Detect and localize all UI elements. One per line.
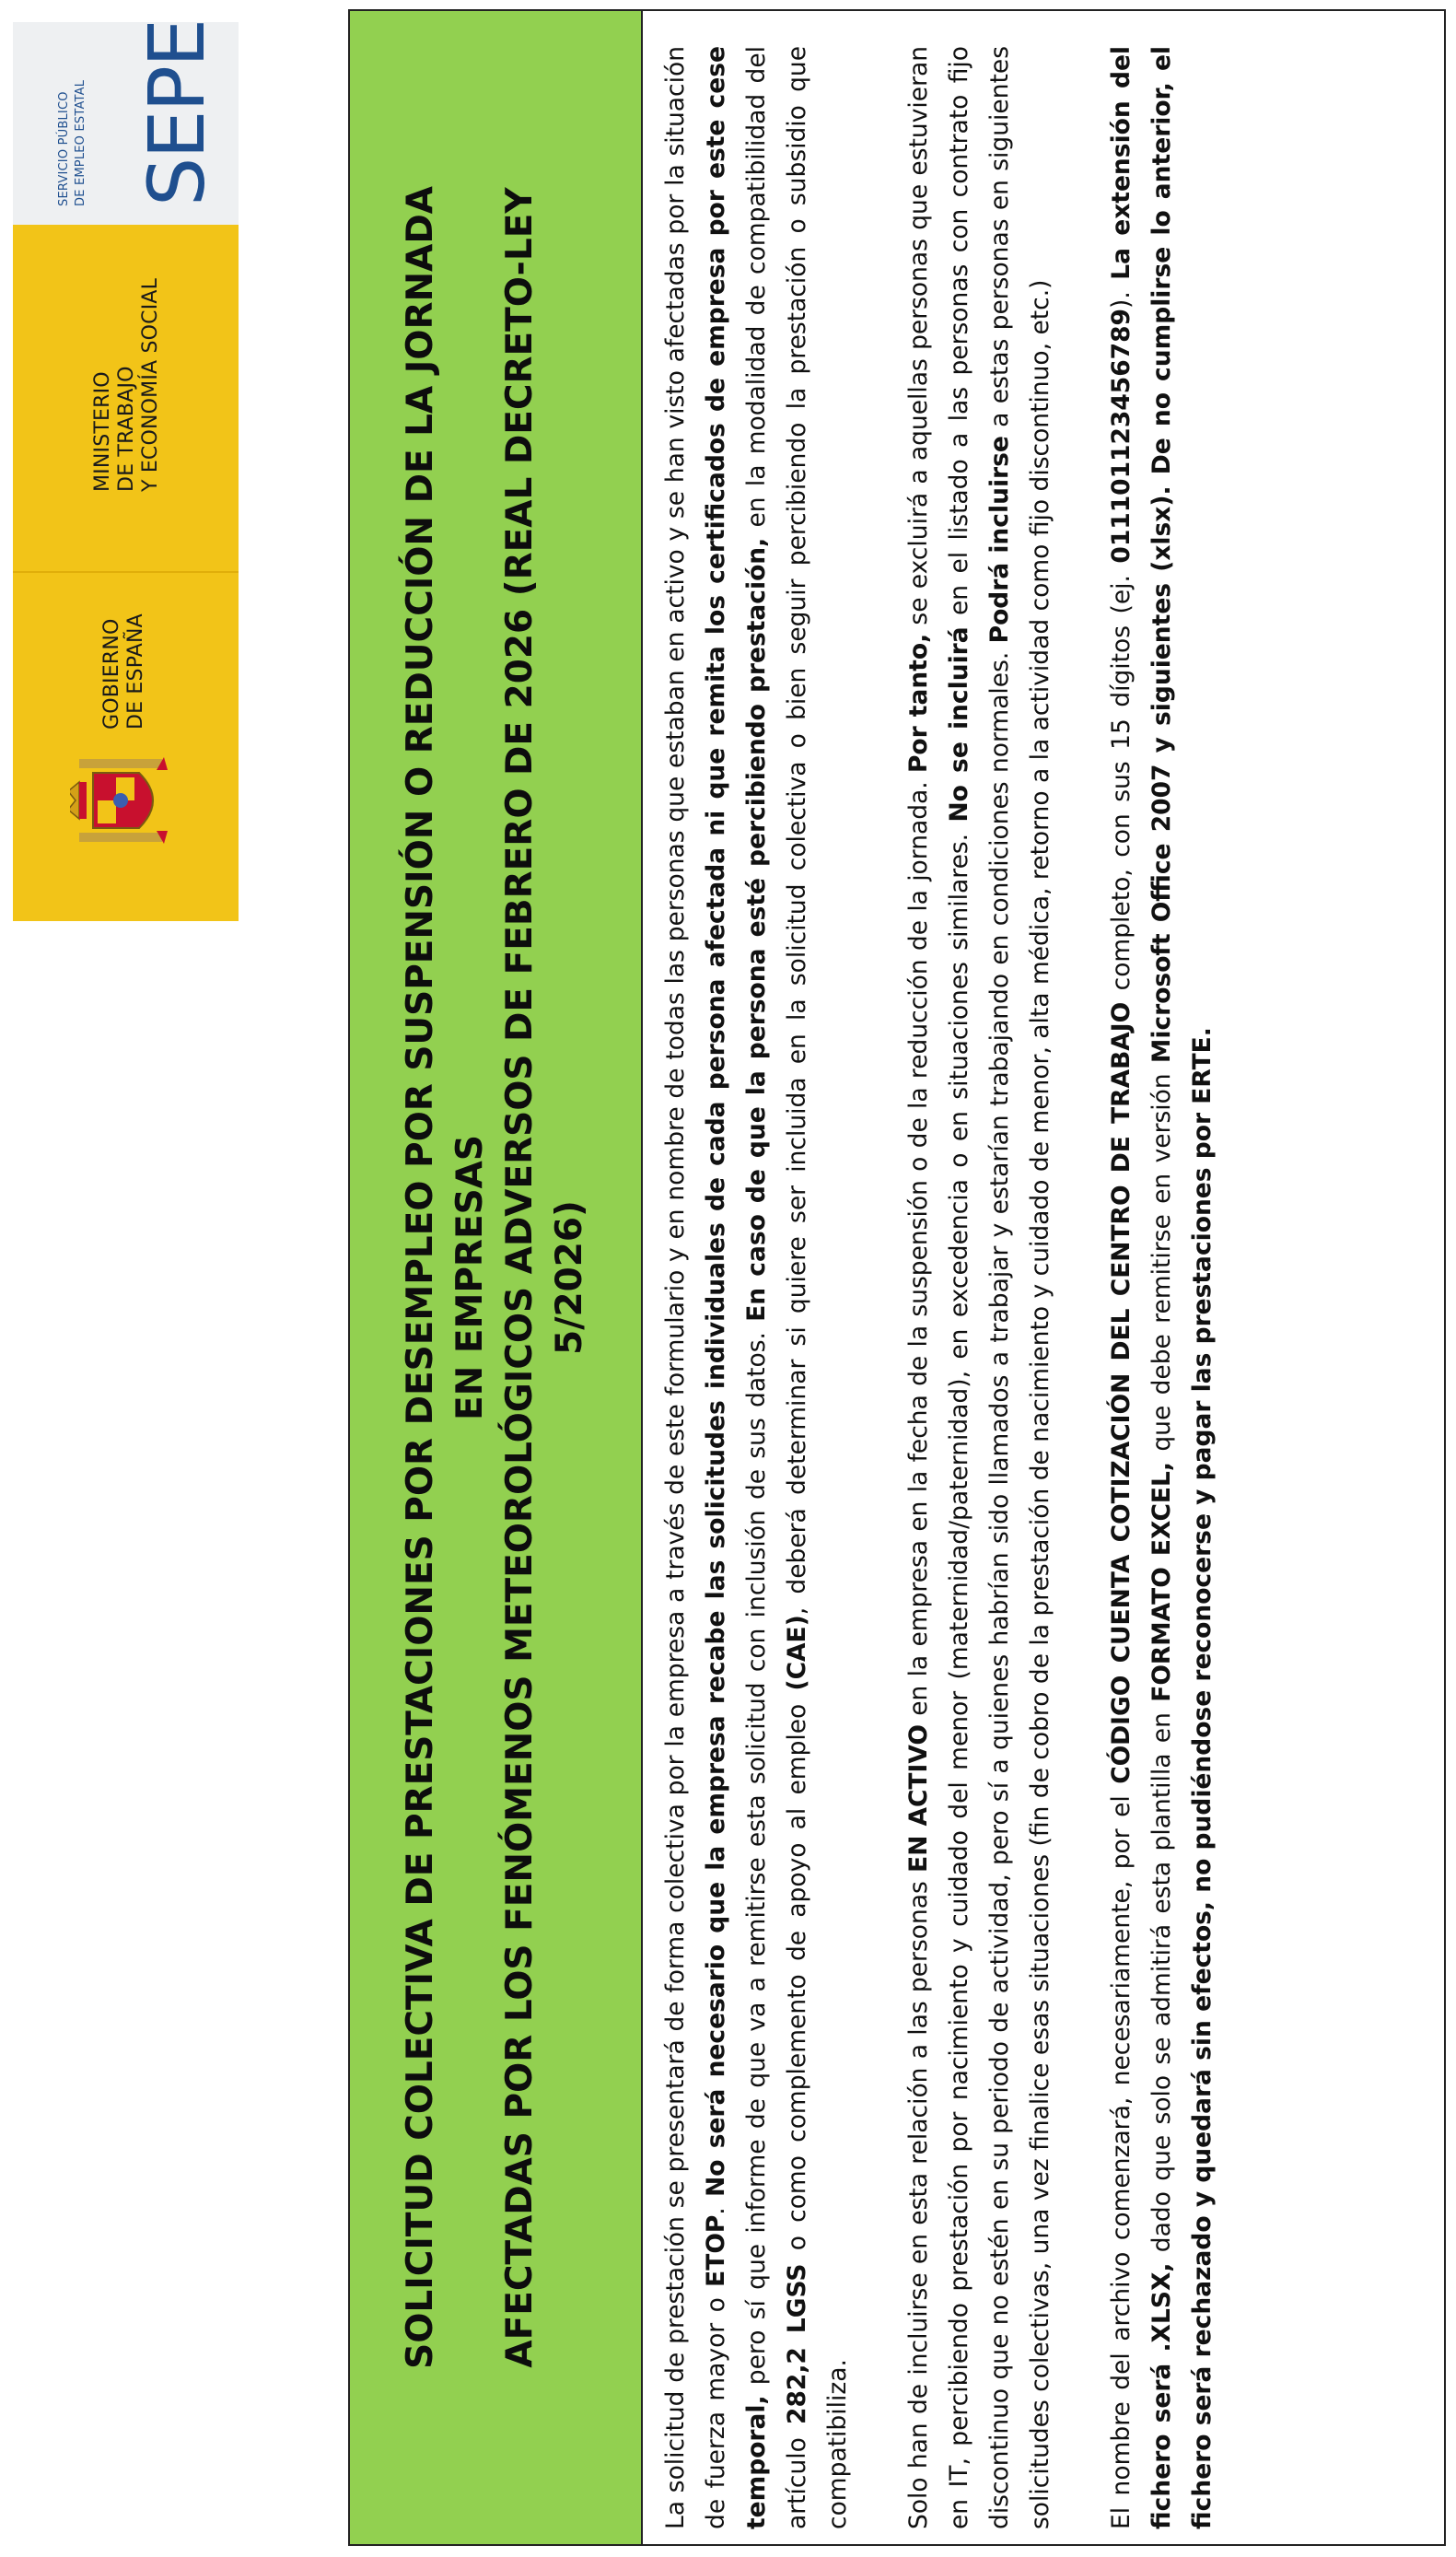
bold-text-run: FORMATO EXCEL,: [1147, 1462, 1176, 1702]
bold-text-run: Microsoft Office 2007 y siguientes (xlsx). De no cumplirse lo anterior, el fichero será rechazado y quedará sin efectos, no pudiéndose reconocerse y pagar las prestaciones por ERTE.: [1147, 45, 1217, 2529]
title-line-1: SOLICITUD COLECTIVA DE PRESTACIONES POR DESEMPLEO POR SUSPENSIÓN O REDUCCIÓN DE LA JORNADA: [400, 186, 441, 2369]
sepe-logo: [13, 19, 239, 225]
title-line-2: EN EMPRESAS: [449, 1135, 491, 1420]
title-line-4: 5/2026): [549, 1200, 590, 1355]
government-logo-band: [13, 225, 239, 921]
text-run: ).: [1107, 279, 1136, 309]
government-line-1: GOBIERNO: [100, 618, 123, 730]
text-run: completo, con sus 15 dígitos (ej.: [1107, 563, 1136, 1002]
bold-text-run: La extensión del fichero será .XLSX,: [1107, 45, 1176, 2529]
paragraph-active-persons: [899, 46, 1061, 2529]
header-logos: [13, 19, 239, 921]
title-line-3: AFECTADAS POR LOS FENÓMENOS METEOROLÓGICOS ADVERSOS DE FEBRERO DE 2026 (REAL DECRETO-LEY: [499, 187, 541, 2368]
ministry-line-1: MINISTERIO: [91, 371, 114, 492]
bold-text-run: CÓDIGO CUENTA COTIZACIÓN DEL CENTRO DE TRABAJO: [1107, 1001, 1136, 1784]
text-run: , deberá determinar si quiere ser incluida en la solicitud colectiva o bien seguir percibiendo la prestación o subsidio que compatibiliza.: [783, 46, 852, 2529]
ministry-line-2: DE TRABAJO: [115, 366, 138, 492]
text-run: dado que solo se admitirá esta plantilla en: [1147, 1701, 1176, 2263]
ministry-line-3: Y ECONOMÍA SOCIAL: [139, 277, 162, 492]
text-run: en la modalidad de compatibilidad del artículo: [742, 46, 811, 2529]
text-run: Solo han de incluirse en esta relación a las personas: [904, 1872, 933, 2529]
text-run: a estas personas en siguientes solicitudes colectivas, una vez finalice esas situaciones (fin de cobro de la prestación de nacimiento y cuidado de menor, alta médica, retorno a la actividad como fijo discontinuo, etc.): [985, 45, 1054, 2529]
sepe-small-line-1: SERVICIO PÚBLICO: [57, 91, 71, 206]
bold-text-run: 282,2 LGSS: [783, 2263, 811, 2424]
bold-text-run: EN ACTIVO: [904, 1724, 933, 1873]
bold-text-run: ETOP: [702, 2214, 730, 2287]
bold-text-run: No será necesario que la empresa recabe las solicitudes individuales de cada persona afectada ni que remita los certificados de empresa por este cese temporal,: [702, 46, 771, 2529]
sepe-small-line-2: DE EMPLEO ESTATAL: [74, 79, 87, 206]
text-run: El nombre del archivo comenzará, necesariamente, por el: [1107, 1783, 1136, 2529]
form-frame: [348, 9, 1446, 2546]
bold-text-run: En caso de que la persona esté percibiendo prestación,: [742, 537, 771, 1322]
government-line-2: DE ESPAÑA: [124, 613, 147, 730]
text-run: o como complemento de apoyo al empleo: [783, 1690, 811, 2264]
sepe-wordmark: SEPE: [132, 19, 222, 206]
instructions-body: [643, 18, 1442, 2544]
text-run: que debe remitirse en versión: [1147, 1063, 1176, 1463]
text-run: La solicitud de prestación se presentará de forma colectiva por la empresa a través de este formulario y en nombre de todas las personas que estaban en activo y se han visto afectadas por la situación de fuerza mayor o: [661, 46, 730, 2529]
bold-text-run: (CAE): [783, 1615, 811, 1691]
title-band: [350, 11, 643, 2544]
bold-text-run: Podrá incluirse: [985, 436, 1014, 644]
bold-text-run: Por tanto,: [904, 633, 933, 773]
text-run: en la empresa en la fecha de la suspensión o de la reducción de la jornada.: [904, 773, 933, 1725]
text-run: .: [702, 2196, 730, 2215]
text-run: se excluirá a aquellas personas que estuvieran en IT, percibiendo prestación por nacimiento y cuidado del menor (maternidad/paternidad), en excedencia o en situaciones similares.: [904, 46, 973, 2529]
logo-divider: [13, 571, 239, 573]
bold-text-run: No se incluirá: [945, 626, 973, 823]
title-block: [350, 11, 641, 2544]
text-run: pero sí que informe de que va a remitirse esta solicitud con inclusión de sus datos.: [742, 1321, 771, 2396]
paragraph-file-naming: [1101, 46, 1223, 2529]
coat-of-arms-icon: [70, 741, 171, 860]
text-run: en el listado a las personas con contrato fijo discontinuo que no estén en su periodo de actividad, pero sí a quienes habrían sido llamados a trabajar y estarían trabajando en condiciones normales.: [945, 46, 1014, 2529]
paragraph-collective-request: [656, 46, 858, 2529]
bold-text-run: 011101123456789: [1107, 309, 1136, 564]
